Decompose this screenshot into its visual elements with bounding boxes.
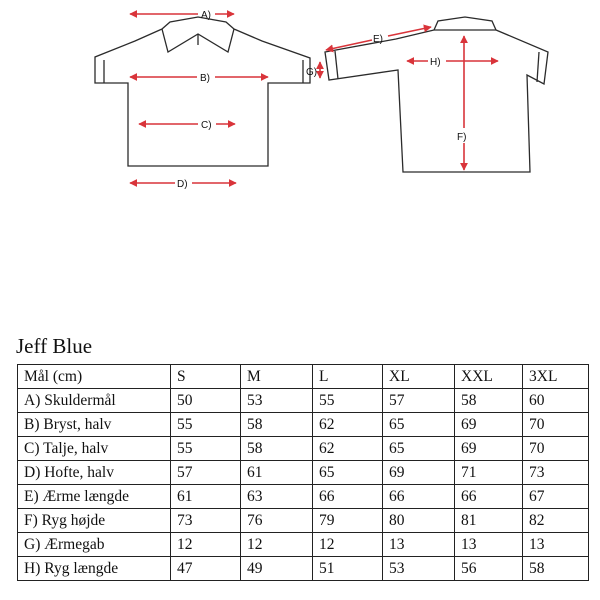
- table-cell: 73: [523, 461, 589, 485]
- table-cell: 12: [313, 533, 383, 557]
- row-label: E) Ærme længde: [18, 485, 171, 509]
- table-cell: 69: [455, 413, 523, 437]
- table-cell: 60: [523, 389, 589, 413]
- row-label: H) Ryg længde: [18, 557, 171, 581]
- table-cell: 58: [241, 413, 313, 437]
- product-title: Jeff Blue: [16, 334, 93, 358]
- label-e: E): [373, 34, 383, 45]
- table-cell: 66: [455, 485, 523, 509]
- table-cell: 71: [455, 461, 523, 485]
- header-size-xxl: XXL: [455, 365, 523, 389]
- table-cell: 69: [383, 461, 455, 485]
- table-cell: 50: [171, 389, 241, 413]
- label-d: D): [177, 179, 188, 190]
- table-cell: 69: [455, 437, 523, 461]
- table-header-row: [18, 365, 589, 389]
- table-row: [18, 533, 589, 557]
- front-shirt-outline: [95, 17, 310, 166]
- table-cell: 53: [241, 389, 313, 413]
- table-cell: 70: [523, 437, 589, 461]
- table-cell: 66: [313, 485, 383, 509]
- measurement-lines: [130, 14, 498, 183]
- header-size-s: S: [171, 365, 241, 389]
- row-label: B) Bryst, halv: [18, 413, 171, 437]
- table-cell: 65: [383, 413, 455, 437]
- table-cell: 67: [523, 485, 589, 509]
- table-cell: 57: [383, 389, 455, 413]
- label-c: C): [201, 120, 212, 131]
- measurement-labels: [177, 10, 466, 190]
- table-cell: 13: [383, 533, 455, 557]
- table-row: [18, 485, 589, 509]
- table-cell: 53: [383, 557, 455, 581]
- table-cell: 57: [171, 461, 241, 485]
- table-row: [18, 461, 589, 485]
- table-row: [18, 557, 589, 581]
- table-cell: 62: [313, 437, 383, 461]
- table-cell: 58: [241, 437, 313, 461]
- table-row: [18, 413, 589, 437]
- table-cell: 73: [171, 509, 241, 533]
- table-cell: 13: [455, 533, 523, 557]
- row-label: C) Talje, halv: [18, 437, 171, 461]
- table-cell: 66: [383, 485, 455, 509]
- label-h: H): [430, 57, 441, 68]
- table-cell: 63: [241, 485, 313, 509]
- label-b: B): [200, 73, 210, 84]
- header-measure: Mål (cm): [18, 365, 171, 389]
- table-cell: 51: [313, 557, 383, 581]
- table-cell: 58: [523, 557, 589, 581]
- header-size-3xl: 3XL: [523, 365, 589, 389]
- table-cell: 81: [455, 509, 523, 533]
- table-cell: 56: [455, 557, 523, 581]
- table-cell: 47: [171, 557, 241, 581]
- table-cell: 80: [383, 509, 455, 533]
- table-cell: 79: [313, 509, 383, 533]
- table-cell: 70: [523, 413, 589, 437]
- table-cell: 55: [171, 413, 241, 437]
- table-cell: 62: [313, 413, 383, 437]
- row-label: D) Hofte, halv: [18, 461, 171, 485]
- header-size-m: M: [241, 365, 313, 389]
- table-row: [18, 389, 589, 413]
- table-cell: 55: [171, 437, 241, 461]
- header-size-l: L: [313, 365, 383, 389]
- row-label: F) Ryg højde: [18, 509, 171, 533]
- table-cell: 49: [241, 557, 313, 581]
- header-size-xl: XL: [383, 365, 455, 389]
- back-shirt-outline: [325, 17, 548, 172]
- table-cell: 61: [241, 461, 313, 485]
- table-cell: 61: [171, 485, 241, 509]
- table-cell: 65: [313, 461, 383, 485]
- size-table: [17, 364, 589, 581]
- table-cell: 12: [241, 533, 313, 557]
- table-cell: 76: [241, 509, 313, 533]
- table-cell: 58: [455, 389, 523, 413]
- table-cell: 65: [383, 437, 455, 461]
- label-a: A): [201, 10, 211, 21]
- table-row: [18, 509, 589, 533]
- table-row: [18, 437, 589, 461]
- table-cell: 12: [171, 533, 241, 557]
- label-f: F): [457, 132, 467, 143]
- table-cell: 82: [523, 509, 589, 533]
- label-g: G): [306, 67, 318, 78]
- row-label: A) Skuldermål: [18, 389, 171, 413]
- table-cell: 55: [313, 389, 383, 413]
- row-label: G) Ærmegab: [18, 533, 171, 557]
- table-cell: 13: [523, 533, 589, 557]
